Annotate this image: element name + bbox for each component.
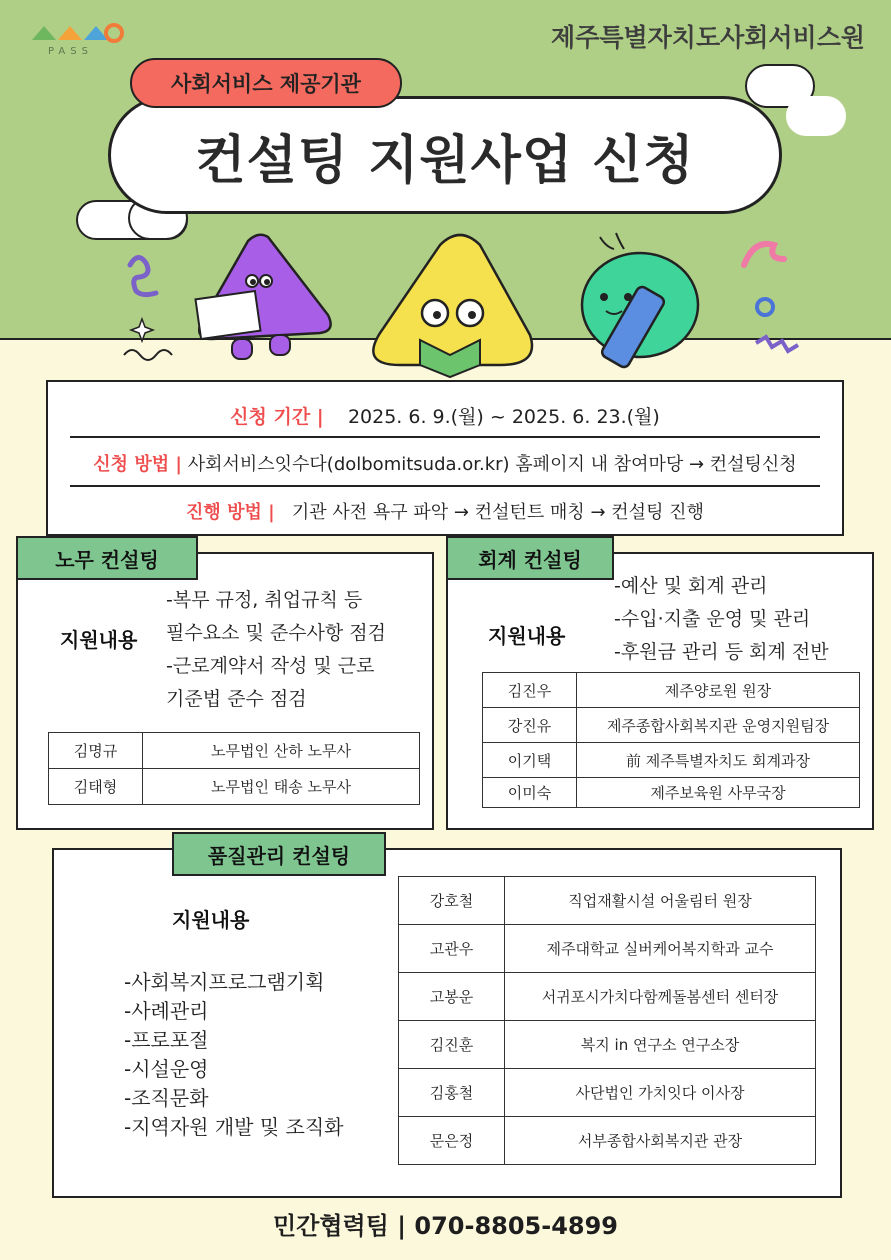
consultant-name: 김진우 [483, 673, 577, 708]
period-label: 신청 기간 | [230, 406, 324, 428]
consultant-org: 제주대학교 실버케어복지학과 교수 [505, 925, 816, 973]
consultant-name: 문은정 [399, 1117, 505, 1165]
process-row [48, 498, 842, 524]
table-row [49, 769, 420, 805]
description-line: 필수요소 및 준수사항 점검 [166, 622, 387, 644]
table-row [399, 877, 816, 925]
consultant-org: 직업재활시설 어울림터 원장 [505, 877, 816, 925]
table-row [399, 925, 816, 973]
process-label: 진행 방법 | [186, 502, 275, 523]
application-info-box [46, 380, 844, 536]
table-row [483, 673, 860, 708]
consultant-org: 사단법인 가치잇다 이사장 [505, 1069, 816, 1117]
labor-consulting-section [16, 552, 434, 830]
consultant-name: 고봉운 [399, 973, 505, 1021]
period-value: 2025. 6. 9.(월) ~ 2025. 6. 23.(월) [347, 406, 660, 428]
consultant-name: 강호철 [399, 877, 505, 925]
description-line: -복무 규정, 취업규칙 등 [166, 589, 363, 611]
quality-consulting-tab: 품질관리 컨설팅 [172, 832, 386, 876]
support-label: 지원내용 [60, 628, 138, 652]
labor-description [166, 584, 386, 716]
method-label: 신청 방법 | [93, 454, 182, 475]
consultant-name: 강진유 [483, 708, 577, 743]
mascot-illustration [0, 215, 891, 375]
description-line: -후원금 관리 등 회계 전반 [614, 641, 829, 663]
divider [70, 436, 820, 438]
table-row [399, 1117, 816, 1165]
accounting-consultant-table [482, 672, 860, 808]
description-line: -시설운영 [124, 1057, 209, 1081]
organization-name: 제주특별자치도사회서비스원 [551, 23, 865, 52]
table-row [399, 1021, 816, 1069]
table-row [399, 973, 816, 1021]
table-row [483, 743, 860, 778]
support-label: 지원내용 [488, 624, 566, 648]
consultant-org: 제주종합사회복지관 운영지원팀장 [577, 708, 860, 743]
table-row [49, 733, 420, 769]
page-title: 컨설팅 지원사업 신청 [195, 130, 695, 191]
consultant-org: 제주보육원 사무국장 [577, 778, 860, 808]
accounting-consulting-section [446, 552, 874, 830]
description-line: 기준법 준수 점검 [166, 688, 307, 710]
divider [70, 485, 820, 487]
description-line: -근로계약서 작성 및 근로 [166, 655, 375, 677]
description-line: -사회복지프로그램기획 [124, 970, 325, 994]
description-line: -프로포절 [124, 1028, 209, 1052]
support-label: 지원내용 [172, 908, 250, 932]
labor-consulting-tab: 노무 컨설팅 [16, 536, 198, 580]
accounting-description [614, 570, 829, 669]
consultant-name: 고관우 [399, 925, 505, 973]
title-banner [108, 96, 782, 214]
description-line: -예산 및 회계 관리 [614, 575, 768, 597]
process-value: 기관 사전 욕구 파악 → 컨설턴트 매칭 → 컨설팅 진행 [291, 502, 704, 523]
consultant-org: 노무법인 태송 노무사 [143, 769, 420, 805]
cloud-decoration [786, 96, 846, 136]
table-row [483, 778, 860, 808]
category-tag: 사회서비스 제공기관 [130, 58, 402, 108]
consultant-name: 이미숙 [483, 778, 577, 808]
method-value: 사회서비스잇수다(dolbomitsuda.or.kr) 홈페이지 내 참여마당 → 컨설팅신청 [187, 454, 797, 475]
consultant-name: 김진훈 [399, 1021, 505, 1069]
pass-logo [28, 18, 124, 62]
logo-text: PASS [48, 46, 93, 57]
consultant-org: 복지 in 연구소 연구소장 [505, 1021, 816, 1069]
description-line: -사례관리 [124, 999, 209, 1023]
consultant-name: 김태형 [49, 769, 143, 805]
quality-consultant-table [398, 876, 816, 1165]
quality-description [124, 968, 344, 1142]
description-line: -조직문화 [124, 1086, 209, 1110]
consultant-org: 노무법인 산하 노무사 [143, 733, 420, 769]
application-period-row [48, 402, 842, 429]
description-line: -수입·지출 운영 및 관리 [614, 608, 811, 630]
consultant-org: 제주양로원 원장 [577, 673, 860, 708]
consultant-name: 이기택 [483, 743, 577, 778]
consultant-org: 서귀포시가치다함께돌봄센터 센터장 [505, 973, 816, 1021]
application-method-row [48, 450, 842, 476]
table-row [483, 708, 860, 743]
table-row [399, 1069, 816, 1117]
quality-consulting-section [52, 848, 842, 1198]
consultant-org: 前 제주특별자치도 회계과장 [577, 743, 860, 778]
consultant-org: 서부종합사회복지관 관장 [505, 1117, 816, 1165]
consultant-name: 김홍철 [399, 1069, 505, 1117]
consultant-name: 김명규 [49, 733, 143, 769]
description-line: -지역자원 개발 및 조직화 [124, 1115, 344, 1139]
labor-consultant-table [48, 732, 420, 805]
contact-info: 민간협력팀 | 070-8805-4899 [272, 1212, 618, 1240]
accounting-consulting-tab: 회계 컨설팅 [446, 536, 614, 580]
